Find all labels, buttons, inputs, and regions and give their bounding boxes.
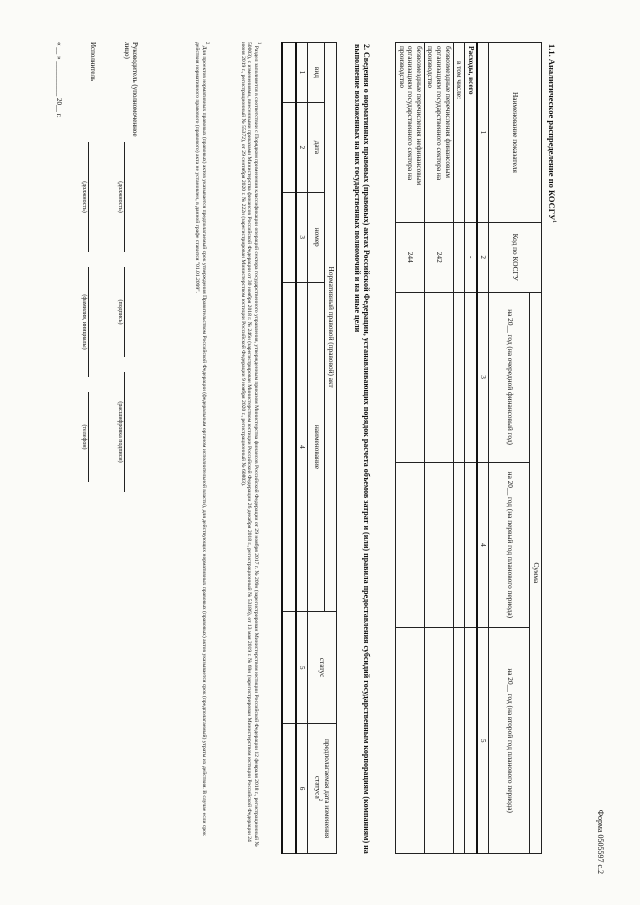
form-code: Форма 0505597 с.2 — [596, 809, 605, 874]
footnote-mark-1: 1 — [550, 220, 556, 223]
col-num-1: 1 — [296, 43, 308, 103]
head-decoding-line — [124, 372, 135, 492]
executor-fio-line — [88, 267, 99, 377]
row-including-code — [453, 222, 465, 292]
row-including: в том числе: — [453, 43, 465, 223]
executor-fio-caption: (фамилия, инициалы) — [81, 294, 87, 350]
header-normative-act: Нормативный правовой (правовой) акт — [325, 43, 337, 612]
cell-empty — [395, 628, 424, 854]
header-indicator: Наименование показателя — [489, 43, 542, 223]
cell-empty — [424, 462, 453, 628]
cell-empty — [453, 628, 465, 854]
kosgu-distribution-table — [395, 42, 542, 854]
header-year-first: на 20__ год (на первый год планового периода) — [489, 462, 530, 628]
cell-empty — [465, 292, 477, 462]
cell-empty — [282, 43, 296, 103]
header-kosgu: Код по КОСГУ — [489, 222, 542, 292]
footnote-2-text: Для проектов нормативных правовых (правовых) актов указывается предполагаемый срок утверждения Правительством Российской Федерации (федеральным органом исполнительной власти), для действующих нормативных правовых (правовых) актов указывается срок (предполагаемый) утраты их действия. В случае если срок действия нормативного правового (правового) акта не установлен, в данной графе ставится "01.01.2099". — [194, 42, 208, 836]
cell-empty — [465, 462, 477, 628]
cell-empty — [395, 292, 424, 462]
section-1-1-title-text: 1.1. Аналитическое распределение по КОСГУ — [547, 44, 557, 221]
rotated-form-sheet — [31, 22, 609, 882]
col-num-4: 4 — [477, 462, 489, 628]
header-status: статус — [308, 612, 337, 724]
cell-empty — [453, 462, 465, 628]
col-num-4: 4 — [296, 282, 308, 612]
cell-empty — [424, 292, 453, 462]
row-transfer-nonfinancial: безвозмездные перечисления нефинансовым организациям государственного сектора на производство — [395, 43, 424, 223]
col-num-5: 5 — [477, 628, 489, 854]
col-num-2: 2 — [477, 222, 489, 292]
cell-empty — [282, 282, 296, 612]
cell-empty — [282, 724, 296, 854]
footnote-1-mark: 1 — [256, 42, 261, 45]
footnote-1-text: Раздел заполняется в соответствии с Порядком применения классификации операций сектора государственного управления, утвержденным приказом Министерства финансов Российской Федерации от 29 ноября 2017 г. № 209н (зарегистрирован Министерством юстиции Российской Федерации 12 февраля 2018 г., регистрационный № 50003), с изменениями, внесенными приказами Министерства финансов Российской Федерации от 30 ноября 2018 г. № 246н (зарегистрирован Министерством юстиции Российской Федерации 26 декабря 2018 г., регистрационный № 53186), от 13 мая 2019 г. № 69н (зарегистрирован Министерством юстиции Российской Федерации 24 июня 2019 г., регистрационный № 55372), от 29 сентября 2020 г. № 222н (зарегистрирован Министерством юстиции Российской Федерации 9 ноября 2020 г., регистрационный № 60803). — [239, 42, 260, 847]
head-decoding-caption: (расшифровка подписи) — [117, 401, 123, 463]
executor-phone-line — [88, 392, 99, 482]
header-number: номер — [308, 192, 325, 282]
cell-empty — [282, 102, 296, 192]
col-num-3: 3 — [296, 192, 308, 282]
header-kind: вид — [308, 43, 325, 103]
head-position-line — [124, 142, 135, 252]
col-num-5: 5 — [296, 612, 308, 724]
col-num-2: 2 — [296, 102, 308, 192]
head-signature-line — [124, 267, 135, 357]
executor-position-line — [88, 142, 99, 252]
executor-phone-caption: (телефон) — [81, 424, 87, 450]
header-year-current: на 20__ год (на очередной финансовый год) — [489, 292, 530, 462]
footnote-2-mark: 2 — [204, 42, 209, 45]
normative-acts-table — [281, 42, 337, 854]
row-transfer-nonfinancial-code: 244 — [395, 222, 424, 292]
row-transfer-financial: безвозмездные перечисления финансовым организациям государственного сектора на производство — [424, 43, 453, 223]
row-expenses-total: Расходы, всего — [465, 43, 477, 223]
cell-empty — [453, 292, 465, 462]
col-num-1: 1 — [477, 43, 489, 223]
section-1-1-title — [547, 44, 557, 223]
head-label: Руководитель (уполномоченное лицо) — [122, 42, 139, 137]
executor-label: Исполнитель — [89, 42, 97, 82]
head-position-caption: (должность) — [117, 181, 123, 213]
footnote-1 — [239, 42, 261, 854]
header-expected-date-text: предполагаемая дата изменения статуса — [313, 738, 333, 839]
cell-empty — [282, 612, 296, 724]
header-year-second: на 20__ год (на второй год планового периода) — [489, 628, 530, 854]
cell-empty — [424, 628, 453, 854]
row-transfer-financial-code: 242 — [424, 222, 453, 292]
footnote-2 — [194, 42, 209, 854]
header-date: дата — [308, 102, 325, 192]
footnote-mark-2: 2 — [317, 798, 323, 802]
head-signature-caption: (подпись) — [117, 299, 123, 325]
header-name: наименование — [308, 282, 325, 612]
header-expected-date — [308, 724, 337, 854]
date-line: « __ » __________ 20__ г. — [55, 42, 63, 118]
cell-empty — [282, 192, 296, 282]
section-2-title: 2. Сведения о нормативных правовых (правовых) актах Российской Федерации, устанавливающих порядок расчета объемов затрат и (или) правила предоставления субсидий государственным корпорациям (компаниям) на выполнение возложенных на них государственных полномочий и на иные цели — [352, 44, 371, 854]
cell-empty — [465, 628, 477, 854]
executor-position-caption: (должность) — [81, 181, 87, 213]
col-num-3: 3 — [477, 292, 489, 462]
header-sum: Сумма — [530, 292, 542, 853]
col-num-6: 6 — [296, 724, 308, 854]
cell-empty — [395, 462, 424, 628]
row-expenses-total-code: - — [465, 222, 477, 292]
